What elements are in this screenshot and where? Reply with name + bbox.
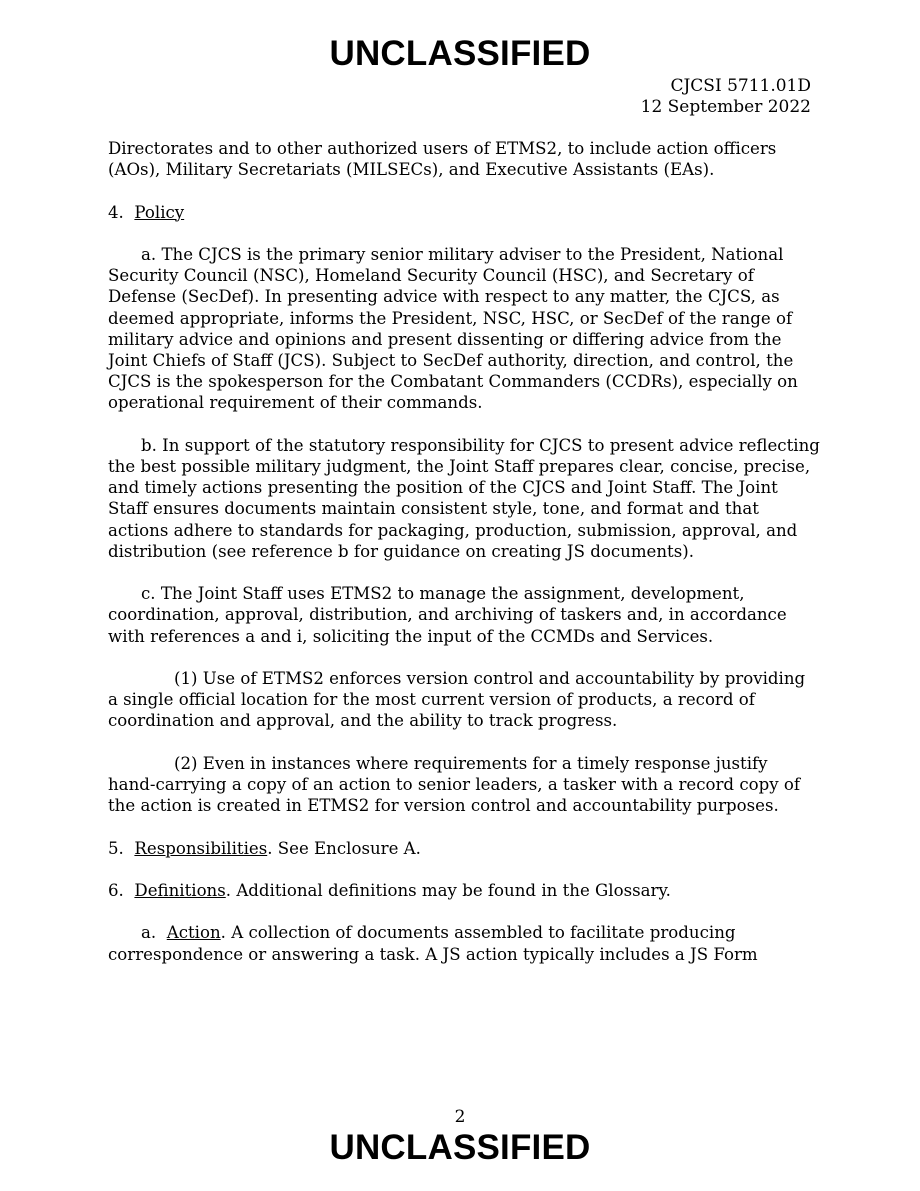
- paragraph-6a: [108, 922, 820, 964]
- paragraph-4b: b. In support of the statutory responsibility for CJCS to present advice reflecting the best possible military judgment, the Joint Staff prepares clear, concise, precise, and timely actions presenting the position of the CJCS and Joint Staff. The Joint Staff ensures documents maintain consistent style, tone, and format and that actions adhere to standards for packaging, production, submission, approval, and distribution (see reference b for guidance on creating JS documents).: [108, 435, 820, 561]
- paragraph-4c1: (1) Use of ETMS2 enforces version control and accountability by providing a single official location for the most current version of products, a record of coordination and approval, and the ability to track progress.: [108, 669, 806, 731]
- section-6-text: . Additional definitions may be found in the Glossary.: [225, 880, 671, 900]
- section-5: [108, 838, 820, 859]
- paragraph-4a: a. The CJCS is the primary senior military adviser to the President, National Security Council (NSC), Homeland Security Council (HSC), and Secretary of Defense (SecDef). In presenting advice with respect to any matter, the CJCS, as deemed appropriate, informs the President, NSC, HSC, or SecDef of the range of military advice and opinions and present dissenting or differing advice from the Joint Chiefs of Staff (JCS). Subject to SecDef authority, direction, and control, the CJCS is the spokesperson for the Combatant Commanders (CCDRs), especially on operational requirement of their commands.: [108, 244, 798, 413]
- paragraph-6a-text: . A collection of documents assembled to facilitate producing correspondence or answering a task. A JS action typically includes a JS Form: [108, 923, 758, 964]
- section-6-number: 6.: [108, 880, 124, 900]
- classification-banner-bottom: UNCLASSIFIED: [329, 1128, 591, 1167]
- section-6: [108, 880, 820, 901]
- paragraph-4c2: (2) Even in instances where requirements for a timely response justify hand-carrying a copy of an action to senior leaders, a tasker with a record copy of the action is created in ETMS2 for version control and accountability purposes.: [108, 753, 801, 816]
- section-4-number: 4.: [108, 202, 124, 222]
- section-5-text: . See Enclosure A.: [267, 838, 421, 858]
- page-number: 2: [454, 1107, 466, 1127]
- paragraph-6a-title: Action: [166, 923, 221, 943]
- section-6-title: Definitions: [134, 880, 226, 900]
- document-body: [108, 138, 820, 986]
- section-5-title: Responsibilities: [134, 838, 268, 858]
- classification-banner-top: UNCLASSIFIED: [329, 34, 591, 73]
- section-4-heading: [108, 202, 820, 223]
- paragraph-6a-number: a.: [141, 923, 157, 943]
- section-4-title: Policy: [134, 202, 185, 222]
- paragraph-intro: Directorates and to other authorized users of ETMS2, to include action officers (AOs), Military Secretariats (MILSECs), and Executive Assistants (EAs).: [108, 139, 777, 180]
- paragraph-4c: c. The Joint Staff uses ETMS2 to manage the assignment, development, coordination, approval, distribution, and archiving of taskers and, in accordance with references a and i, soliciting the input of the CCMDs and Services.: [108, 584, 787, 646]
- document-number: CJCSI 5711.01D: [670, 76, 811, 96]
- section-5-number: 5.: [108, 838, 124, 858]
- document-date: 12 September 2022: [640, 97, 811, 117]
